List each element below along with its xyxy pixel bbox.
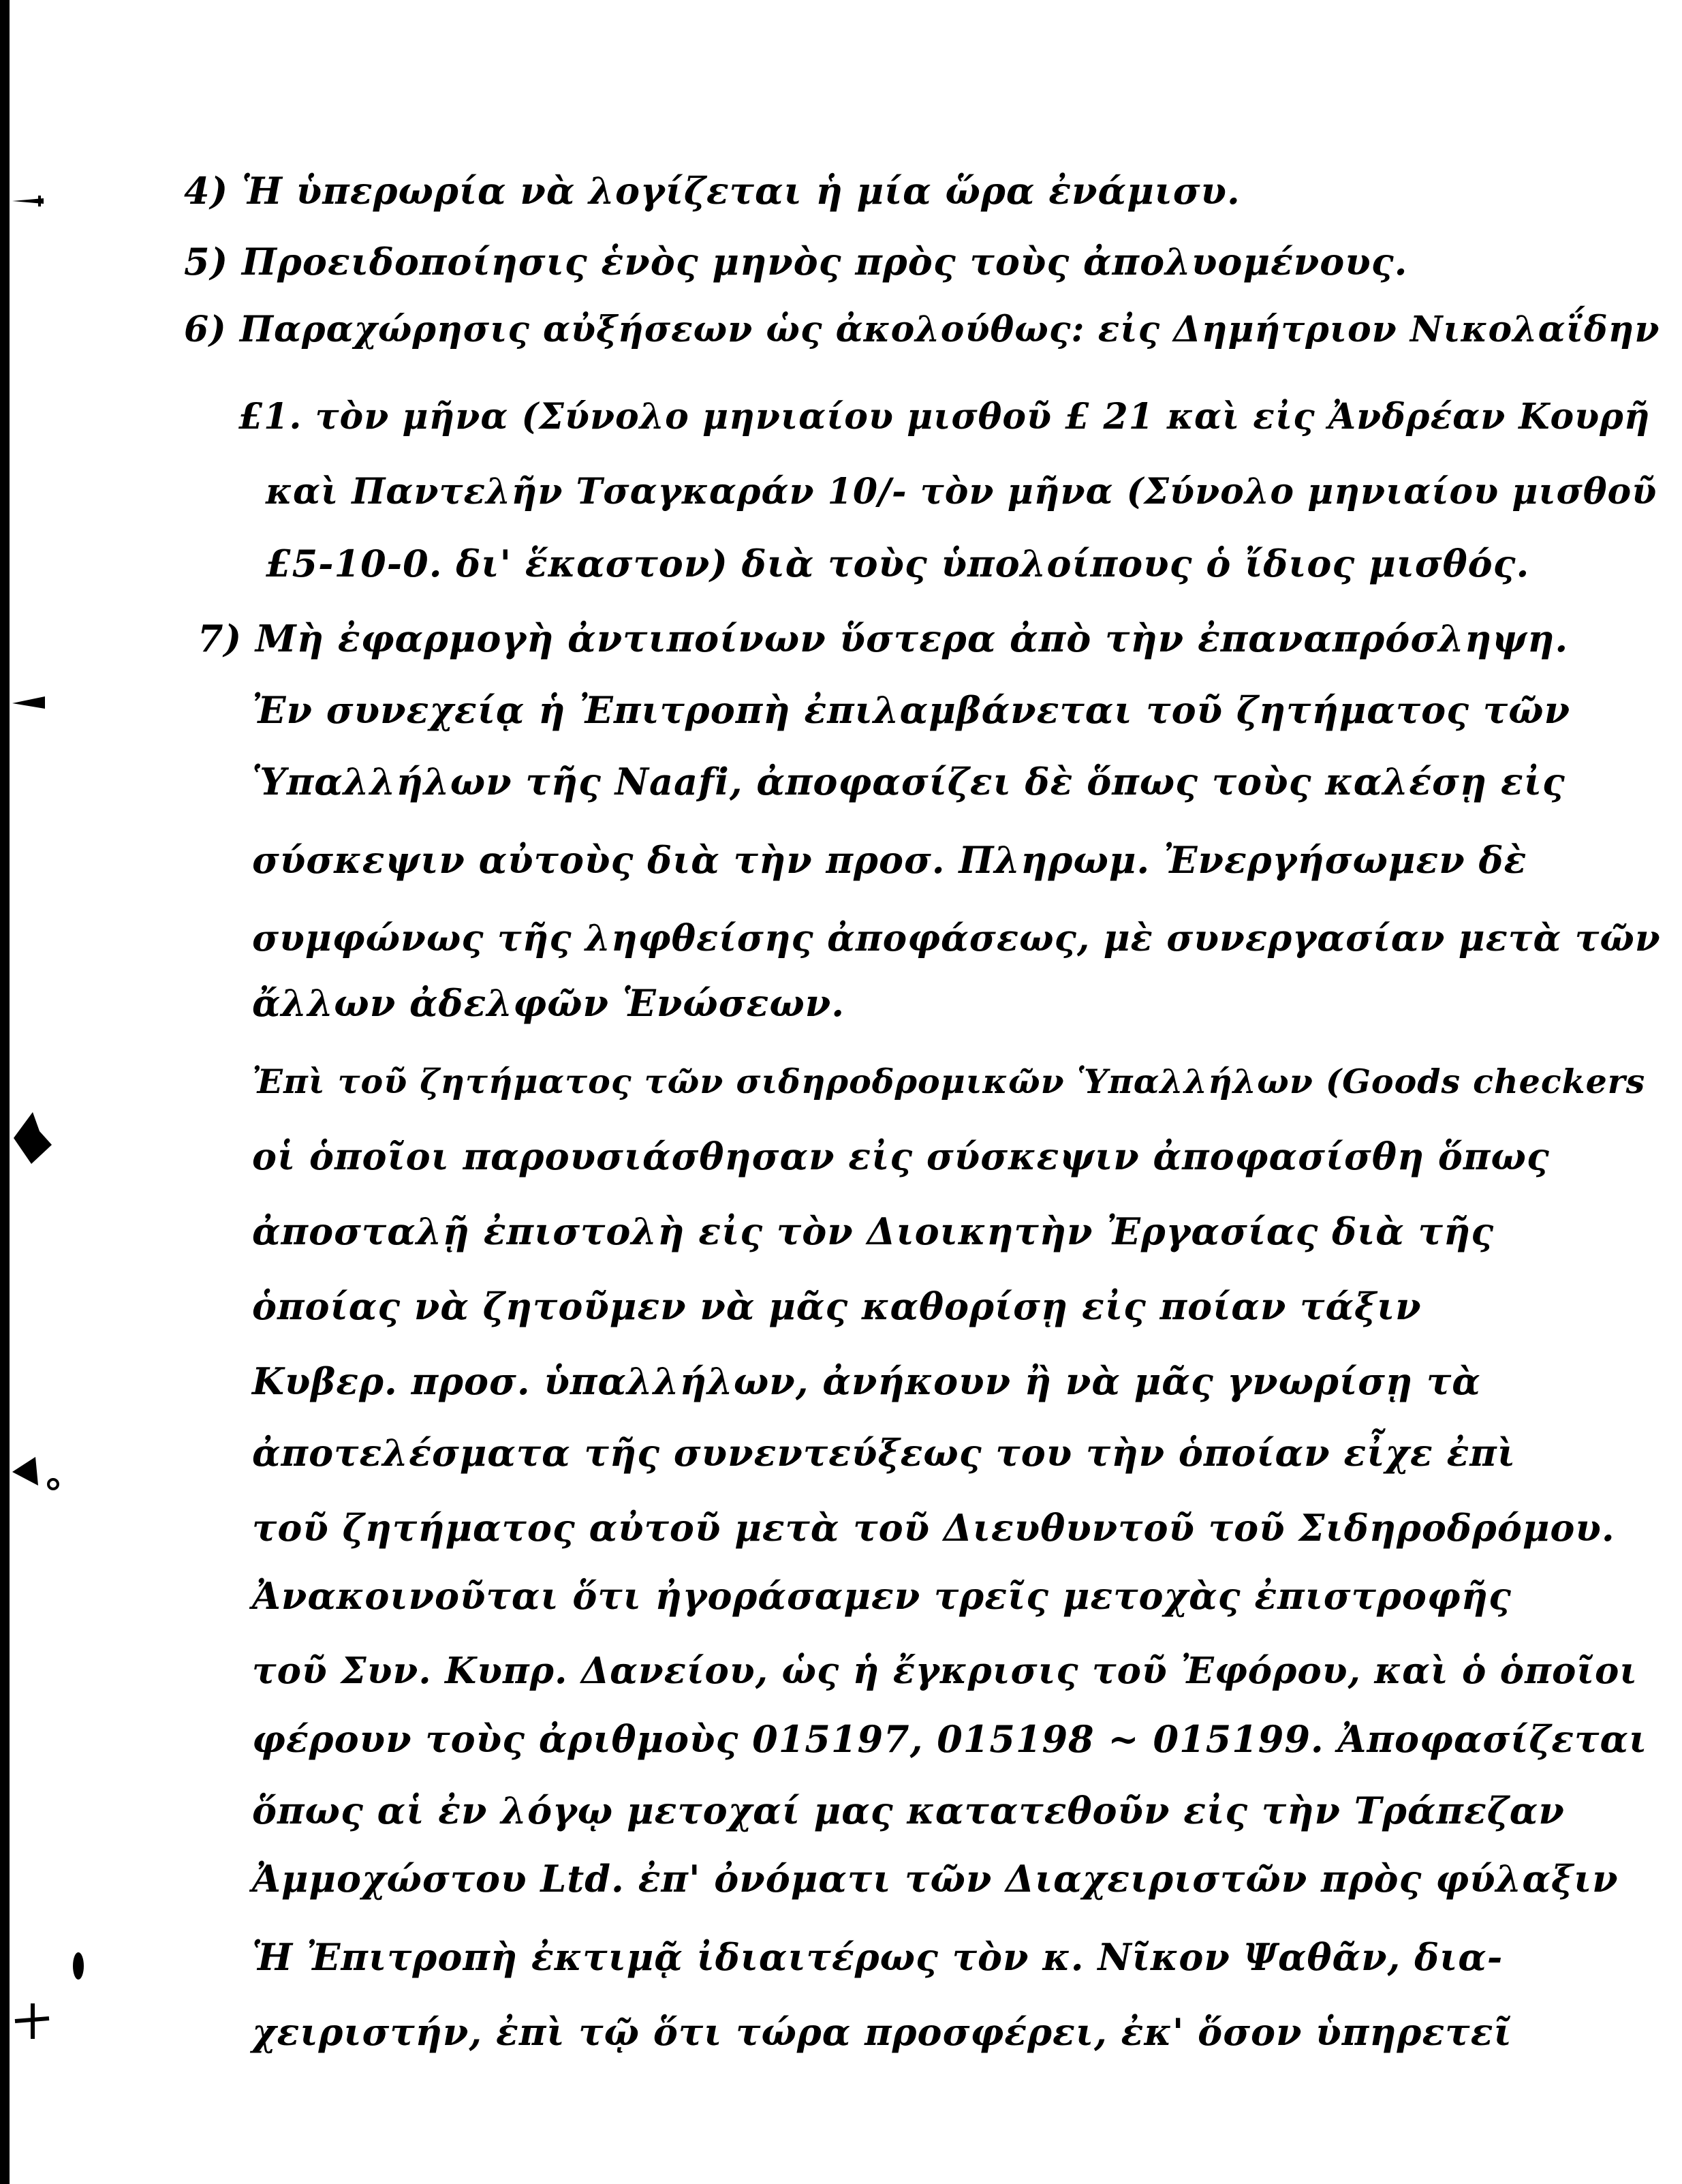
text-line: σύσκεψιν αὐτοὺς διὰ τὴν προσ. Πληρωμ. Ἐνεργήσωμεν δὲ <box>252 838 1527 882</box>
text-line: Ἀμμοχώστου Ltd. ἐπ' ὀνόματι τῶν Διαχειριστῶν πρὸς φύλαξιν <box>252 1857 1619 1901</box>
text-line: Ἀνακοινοῦται ὅτι ἠγοράσαμεν τρεῖς μετοχὰς ἐπιστροφῆς <box>252 1574 1512 1618</box>
text-line: ἀποσταλῇ ἐπιστολὴ εἰς τὸν Διοικητὴν Ἐργασίας διὰ τῆς <box>252 1210 1495 1253</box>
text-line: £5-10-0. δι' ἕκαστον) διὰ τοὺς ὑπολοίπους ὁ ἴδιος μισθός. <box>266 542 1530 585</box>
text-line: £1. τὸν μῆνα (Σύνολο μηνιαίου μισθοῦ £ 21 καὶ εἰς Ἀνδρέαν Κουρῆ <box>238 396 1651 437</box>
text-line: ὁποίας νὰ ζητοῦμεν νὰ μᾶς καθορίσῃ εἰς ποίαν τάξιν <box>252 1285 1422 1328</box>
text-line: Ἐπὶ τοῦ ζητήματος τῶν σιδηροδρομικῶν Ὑπαλλήλων (Goods checkers <box>252 1062 1646 1101</box>
text-line: τοῦ ζητήματος αὐτοῦ μετὰ τοῦ Διευθυντοῦ τοῦ Σιδηροδρόμου. <box>252 1506 1615 1550</box>
text-line: Ἡ Ἐπιτροπὴ ἐκτιμᾷ ἰδιαιτέρως τὸν κ. Νῖκον Ψαθᾶν, δια- <box>252 1935 1504 1979</box>
text-line: καὶ Παντελῆν Τσαγκαράν 10/- τὸν μῆνα (Σύνολο μηνιαίου μισθοῦ <box>266 471 1657 512</box>
text-line: ὅπως αἱ ἐν λόγῳ μετοχαί μας κατατεθοῦν εἰς τὴν Τράπεζαν <box>252 1789 1565 1832</box>
text-line: ἄλλων ἀδελφῶν Ἑνώσεων. <box>252 981 845 1025</box>
text-line: τοῦ Συν. Κυπρ. Δανείου, ὡς ἡ ἔγκρισις τοῦ Ἐφόρου, καὶ ὁ ὁποῖοι <box>252 1650 1638 1692</box>
text-line: 4) Ἡ ὑπερωρία νὰ λογίζεται ἡ μία ὥρα ἐνάμισυ. <box>184 169 1241 213</box>
text-line: 7) Μὴ ἐφαρμογὴ ἀντιποίνων ὕστερα ἀπὸ τὴν ἐπαναπρόσληψη. <box>198 617 1569 660</box>
text-line: συμφώνως τῆς ληφθείσης ἀποφάσεως, μὲ συνεργασίαν μετὰ τῶν <box>252 917 1661 959</box>
text-line: ἀποτελέσματα τῆς συνεντεύξεως του τὴν ὁποίαν εἶχε ἐπὶ <box>252 1431 1516 1475</box>
text-line: Κυβερ. προσ. ὑπαλλήλων, ἀνήκουν ἢ νὰ μᾶς γνωρίσῃ τὰ <box>252 1359 1481 1403</box>
text-line: Ἐν συνεχείᾳ ἡ Ἐπιτροπὴ ἐπιλαμβάνεται τοῦ ζητήματος τῶν <box>252 688 1571 732</box>
text-line: χειριστήν, ἐπὶ τῷ ὅτι τώρα προσφέρει, ἐκ' ὅσον ὑπηρετεῖ <box>252 2010 1512 2054</box>
text-line: φέρουν τοὺς ἀριθμοὺς 015197, 015198 ~ 015199. Ἀποφασίζεται <box>252 1717 1648 1761</box>
text-line: Ὑπαλλήλων τῆς Naafi, ἀποφασίζει δὲ ὅπως τοὺς καλέσῃ εἰς <box>252 760 1566 803</box>
text-line: οἱ ὁποῖοι παρουσιάσθησαν εἰς σύσκεψιν ἀποφασίσθη ὅπως <box>252 1135 1550 1178</box>
text-line: 5) Προειδοποίησις ἑνὸς μηνὸς πρὸς τοὺς ἀπολυομένους. <box>184 240 1408 283</box>
text-line: 6) Παραχώρησις αὐξήσεων ὡς ἀκολούθως: εἰς Δημήτριον Νικολαΐδην <box>184 309 1660 350</box>
